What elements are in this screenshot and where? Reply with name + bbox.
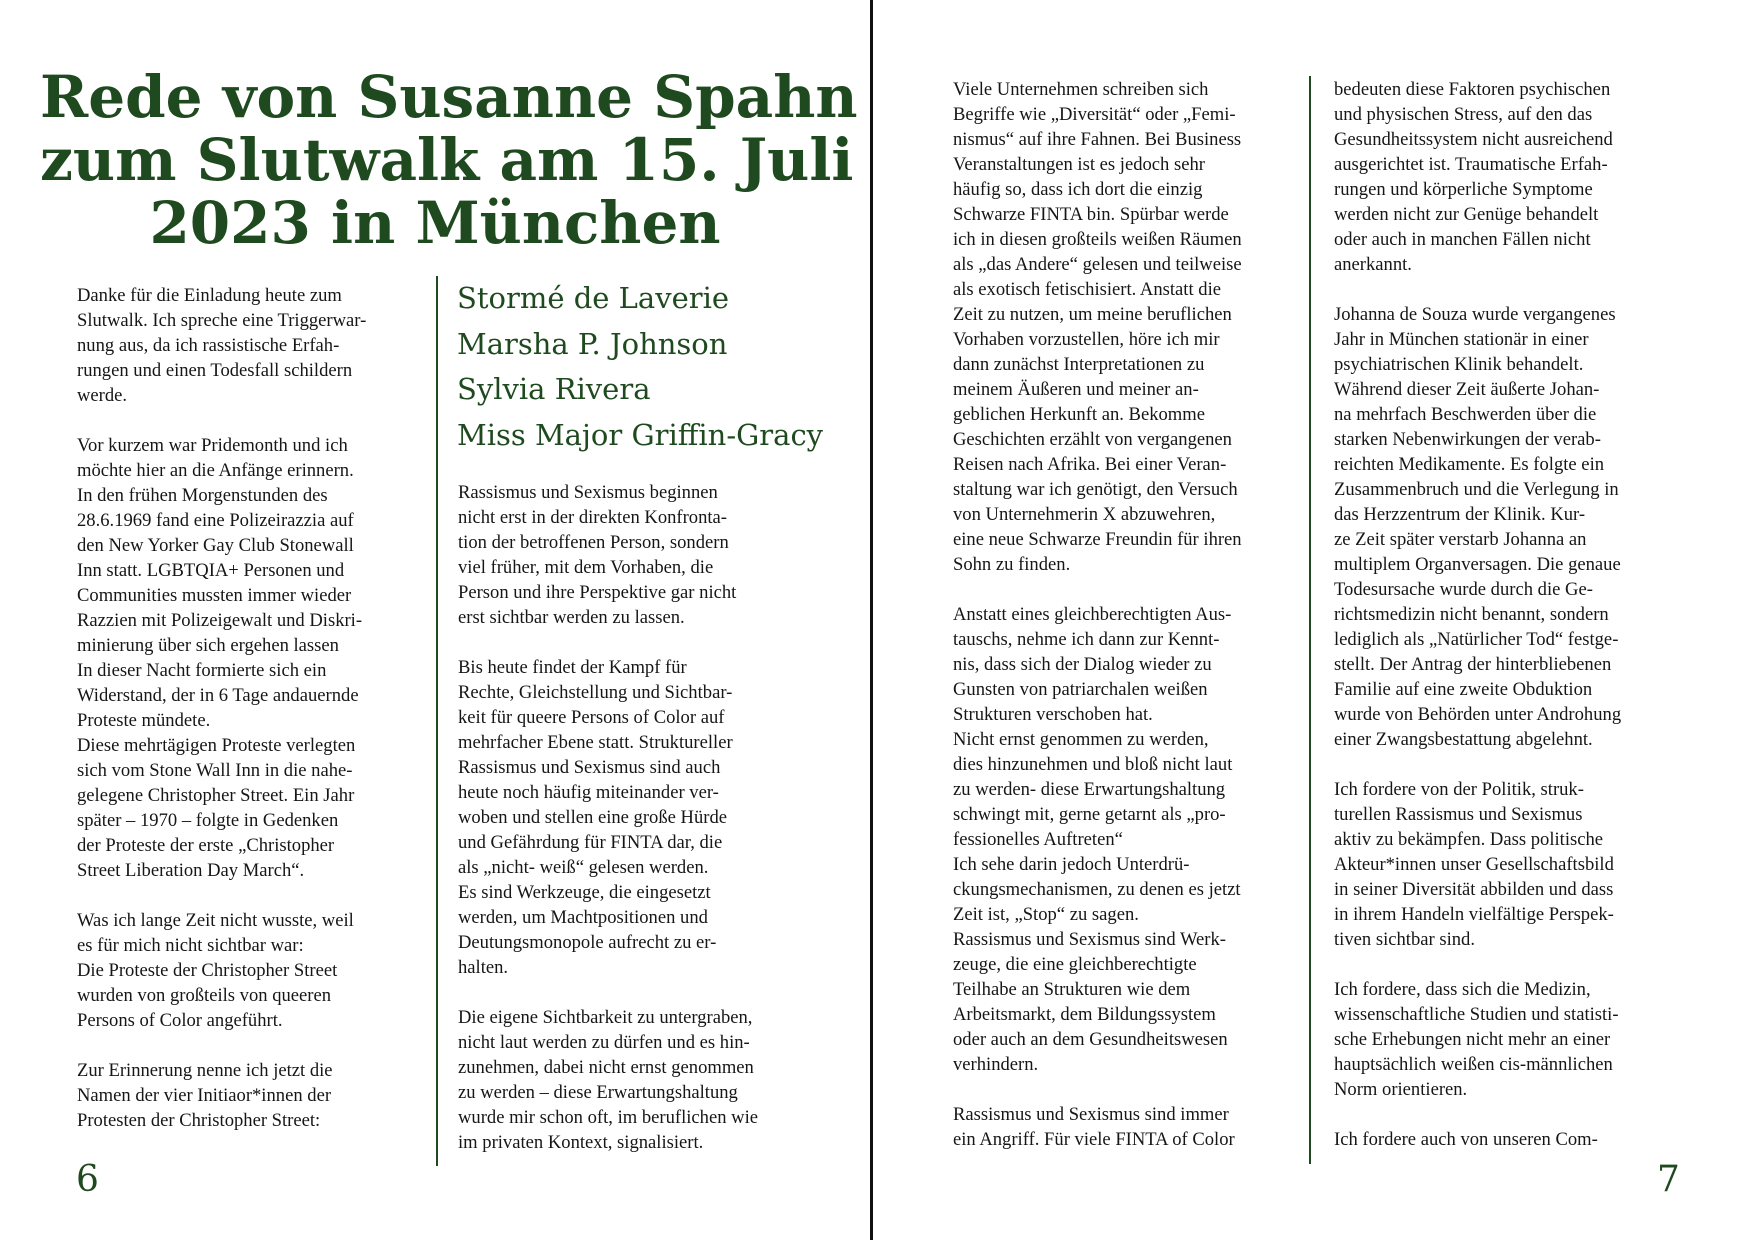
text-line: und Gefährdung für FINTA dar, die bbox=[458, 832, 723, 853]
text-line: Zur Erinnerung nenne ich jetzt die bbox=[77, 1060, 333, 1081]
text-line: sich vom Stone Wall Inn in die nahe- bbox=[77, 760, 353, 781]
text-line: staltung war ich genötigt, den Versuch bbox=[953, 479, 1238, 500]
text-line: Vorhaben vorzustellen, höre ich mir bbox=[953, 329, 1220, 350]
text-line: Norm orientieren. bbox=[1334, 1079, 1468, 1100]
text-line: Persons of Color angeführt. bbox=[77, 1010, 283, 1031]
text-line: zu werden – diese Erwartungshaltung bbox=[458, 1082, 738, 1103]
title-line: Rede von Susanne Spahn bbox=[40, 63, 858, 131]
text-line: Street Liberation Day March“. bbox=[77, 860, 305, 881]
text-line: bedeuten diese Faktoren psychischen bbox=[1334, 79, 1611, 100]
text-line: nung aus, da ich rassistische Erfah- bbox=[77, 335, 340, 356]
text-line: Schwarze FINTA bin. Spürbar werde bbox=[953, 204, 1229, 225]
text-line: Rassismus und Sexismus sind auch bbox=[458, 757, 721, 778]
text-line: Anstatt eines gleichberechtigten Aus- bbox=[953, 604, 1232, 625]
text-line: werden nicht zur Genüge behandelt bbox=[1334, 204, 1599, 225]
text-line: woben und stellen eine große Hürde bbox=[458, 807, 728, 828]
text-line: nismus“ auf ihre Fahnen. Bei Business bbox=[953, 129, 1242, 150]
title-line: zum Slutwalk am 15. Juli bbox=[40, 126, 854, 194]
text-line: den New Yorker Gay Club Stonewall bbox=[77, 535, 354, 556]
text-line: wissenschaftliche Studien und statisti- bbox=[1334, 1004, 1619, 1025]
text-line: nicht erst in der direkten Konfronta- bbox=[458, 507, 728, 528]
page-number: 6 bbox=[76, 1159, 99, 1200]
page-number: 7 bbox=[1657, 1159, 1680, 1200]
text-line: Ich fordere auch von unseren Com- bbox=[1334, 1129, 1598, 1150]
text-line: Communities mussten immer wieder bbox=[77, 585, 352, 606]
text-line: Familie auf eine zweite Obduktion bbox=[1334, 679, 1593, 700]
text-line: In dieser Nacht formierte sich ein bbox=[77, 660, 327, 681]
paragraph bbox=[77, 1058, 422, 1133]
text-line: ze Zeit später verstarb Johanna an bbox=[1334, 529, 1587, 550]
paragraph bbox=[1334, 1127, 1689, 1152]
text-line: wurden von großteils von queeren bbox=[77, 985, 332, 1006]
text-line: Rassismus und Sexismus sind Werk- bbox=[953, 929, 1226, 950]
text-line: dies hinzunehmen und bloß nicht laut bbox=[953, 754, 1233, 775]
text-line: Namen der vier Initiaor*innen der bbox=[77, 1085, 332, 1106]
title-line: 2023 in München bbox=[149, 189, 721, 257]
text-line: tauschs, nehme ich dann zur Kennt- bbox=[953, 629, 1220, 650]
paragraph bbox=[458, 480, 808, 630]
text-line: und physischen Stress, auf den das bbox=[1334, 104, 1593, 125]
text-line: heute noch häufig miteinander ver- bbox=[458, 782, 719, 803]
text-line: in seiner Diversität abbilden und dass bbox=[1334, 879, 1614, 900]
text-line: Die eigene Sichtbarkeit zu untergraben, bbox=[458, 1007, 753, 1028]
text-line: erst sichtbar werden zu lassen. bbox=[458, 607, 685, 628]
text-line: Todesursache wurde durch die Ge- bbox=[1334, 579, 1593, 600]
text-line: Teilhabe an Strukturen wie dem bbox=[953, 979, 1191, 1000]
text-line: Person und ihre Perspektive gar nicht bbox=[458, 582, 737, 603]
text-line: Widerstand, der in 6 Tage andauernde bbox=[77, 685, 359, 706]
text-line: eine neue Schwarze Freundin für ihren bbox=[953, 529, 1242, 550]
paragraph bbox=[77, 433, 422, 883]
text-line: Rechte, Gleichstellung und Sichtbar- bbox=[458, 682, 733, 703]
text-line: Begriffe wie „Diversität“ oder „Femi- bbox=[953, 104, 1236, 125]
paragraph bbox=[1334, 977, 1689, 1102]
text-line: von Unternehmerin X abzuwehren, bbox=[953, 504, 1216, 525]
text-line: lediglich als „Natürlicher Tod“ festge- bbox=[1334, 629, 1619, 650]
text-line: Proteste mündete. bbox=[77, 710, 211, 731]
text-line: Danke für die Einladung heute zum bbox=[77, 285, 342, 306]
text-line: werden, um Machtpositionen und bbox=[458, 907, 708, 928]
text-line: verhindern. bbox=[953, 1054, 1039, 1075]
paragraph bbox=[953, 602, 1298, 1077]
text-line: keit für queere Persons of Color auf bbox=[458, 707, 725, 728]
text-line: Veranstaltungen ist es jedoch sehr bbox=[953, 154, 1205, 175]
name-item: Stormé de Laverie bbox=[457, 281, 730, 315]
text-line: dann zunächst Interpretationen zu bbox=[953, 354, 1205, 375]
text-line: minierung über sich ergehen lassen bbox=[77, 635, 339, 656]
text-line: Slutwalk. Ich spreche eine Triggerwar- bbox=[77, 310, 367, 331]
right-page-column-2 bbox=[1334, 77, 1689, 1152]
text-line: meinem Äußeren und meiner an- bbox=[953, 379, 1199, 400]
text-line: Rassismus und Sexismus beginnen bbox=[458, 482, 718, 503]
text-line: Sohn zu finden. bbox=[953, 554, 1071, 575]
text-line: turellen Rassismus und Sexismus bbox=[1334, 804, 1583, 825]
text-line: Die Proteste der Christopher Street bbox=[77, 960, 338, 981]
text-line: Was ich lange Zeit nicht wusste, weil bbox=[77, 910, 354, 931]
text-line: Diese mehrtägigen Proteste verlegten bbox=[77, 735, 356, 756]
text-line: tion der betroffenen Person, sondern bbox=[458, 532, 729, 553]
name-item: Miss Major Griffin-Gracy bbox=[457, 417, 824, 452]
text-line: werde. bbox=[77, 385, 128, 406]
column-divider bbox=[1309, 76, 1311, 1164]
text-line: geblichen Herkunft an. Bekomme bbox=[953, 404, 1205, 425]
text-line: es für mich nicht sichtbar war: bbox=[77, 935, 304, 956]
paragraph bbox=[77, 908, 422, 1033]
text-line: mehrfacher Ebene statt. Struktureller bbox=[458, 732, 733, 753]
text-line: als „das Andere“ gelesen und teilweise bbox=[953, 254, 1242, 275]
text-line: anerkannt. bbox=[1334, 254, 1412, 275]
text-line: Geschichten erzählt von vergangenen bbox=[953, 429, 1232, 450]
text-line: fessionelles Auftreten“ bbox=[953, 829, 1123, 850]
text-line: rungen und körperliche Symptome bbox=[1334, 179, 1593, 200]
text-line: als „nicht- weiß“ gelesen werden. bbox=[458, 857, 709, 878]
text-line: zunehmen, dabei nicht ernst genommen bbox=[458, 1057, 754, 1078]
text-line: Akteur*innen unser Gesellschaftsbild bbox=[1334, 854, 1614, 875]
right-page bbox=[873, 0, 1748, 1240]
text-line: viel früher, mit dem Vorhaben, die bbox=[458, 557, 714, 578]
initiators-names bbox=[457, 276, 837, 458]
text-line: Johanna de Souza wurde vergangenes bbox=[1334, 304, 1616, 325]
text-line: Zeit ist, „Stop“ zu sagen. bbox=[953, 904, 1139, 925]
text-line: Inn statt. LGBTQIA+ Personen und bbox=[77, 560, 345, 581]
text-line: ckungsmechanismen, zu denen es jetzt bbox=[953, 879, 1241, 900]
text-line: na mehrfach Beschwerden über die bbox=[1334, 404, 1597, 425]
text-line: Ich fordere, dass sich die Medizin, bbox=[1334, 979, 1591, 1000]
text-line: hauptsächlich weißen cis-männlichen bbox=[1334, 1054, 1613, 1075]
text-line: richtsmedizin nicht benannt, sondern bbox=[1334, 604, 1609, 625]
article-title bbox=[40, 63, 858, 257]
text-line: nicht laut werden zu dürfen und es hin- bbox=[458, 1032, 750, 1053]
text-line: tiven sichtbar sind. bbox=[1334, 929, 1475, 950]
text-line: Während dieser Zeit äußerte Johan- bbox=[1334, 379, 1600, 400]
paragraph bbox=[1334, 302, 1689, 752]
text-line: einer Zwangsbestattung abgelehnt. bbox=[1334, 729, 1593, 750]
text-line: starken Nebenwirkungen der verab- bbox=[1334, 429, 1601, 450]
text-line: Gesundheitssystem nicht ausreichend bbox=[1334, 129, 1613, 150]
text-line: häufig so, dass ich dort die einzig bbox=[953, 179, 1203, 200]
text-line: nis, dass sich der Dialog wieder zu bbox=[953, 654, 1212, 675]
text-line: ich in diesen großteils weißen Räumen bbox=[953, 229, 1242, 250]
left-page bbox=[0, 0, 868, 1240]
paragraph bbox=[953, 77, 1298, 577]
text-line: Razzien mit Polizeigewalt und Diskri- bbox=[77, 610, 363, 631]
text-line: Protesten der Christopher Street: bbox=[77, 1110, 321, 1131]
text-line: Zeit zu nutzen, um meine beruflichen bbox=[953, 304, 1232, 325]
text-line: das Herzzentrum der Klinik. Kur- bbox=[1334, 504, 1586, 525]
text-line: sche Erhebungen nicht mehr an einer bbox=[1334, 1029, 1611, 1050]
text-line: rungen und einen Todesfall schildern bbox=[77, 360, 353, 381]
text-line: oder auch in manchen Fällen nicht bbox=[1334, 229, 1591, 250]
column-divider bbox=[436, 276, 438, 1166]
text-line: Zusammenbruch und die Verlegung in bbox=[1334, 479, 1619, 500]
text-line: aktiv zu bekämpfen. Dass politische bbox=[1334, 829, 1604, 850]
text-line: zeuge, die eine gleichberechtigte bbox=[953, 954, 1197, 975]
left-page-column-2 bbox=[458, 480, 808, 1155]
text-line: gelegene Christopher Street. Ein Jahr bbox=[77, 785, 355, 806]
text-line: wurde mir schon oft, im beruflichen wie bbox=[458, 1107, 758, 1128]
text-line: psychiatrischen Klinik behandelt. bbox=[1334, 354, 1584, 375]
text-line: Deutungsmonopole aufrecht zu er- bbox=[458, 932, 717, 953]
name-item: Marsha P. Johnson bbox=[457, 326, 728, 361]
paragraph bbox=[77, 283, 422, 408]
text-line: stellt. Der Antrag der hinterbliebenen bbox=[1334, 654, 1612, 675]
text-line: Rassismus und Sexismus sind immer bbox=[953, 1104, 1229, 1125]
text-line: multiplem Organversagen. Die genaue bbox=[1334, 554, 1621, 575]
paragraph bbox=[953, 1102, 1298, 1152]
paragraph bbox=[1334, 77, 1689, 277]
text-line: Vor kurzem war Pridemonth und ich bbox=[77, 435, 348, 456]
text-line: Jahr in München stationär in einer bbox=[1334, 329, 1589, 350]
text-line: oder auch an dem Gesundheitswesen bbox=[953, 1029, 1228, 1050]
text-line: Arbeitsmarkt, dem Bildungssystem bbox=[953, 1004, 1216, 1025]
text-line: Ich fordere von der Politik, struk- bbox=[1334, 779, 1584, 800]
text-line: der Proteste der erste „Christopher bbox=[77, 835, 335, 856]
name-item: Sylvia Rivera bbox=[457, 372, 651, 406]
text-line: Viele Unternehmen schreiben sich bbox=[953, 79, 1209, 100]
text-line: in ihrem Handeln vielfältige Perspek- bbox=[1334, 904, 1614, 925]
right-page-column-1 bbox=[953, 77, 1298, 1152]
paragraph bbox=[1334, 777, 1689, 952]
text-line: Nicht ernst genommen zu werden, bbox=[953, 729, 1209, 750]
text-line: Reisen nach Afrika. Bei einer Veran- bbox=[953, 454, 1227, 475]
text-line: Gunsten von patriarchalen weißen bbox=[953, 679, 1208, 700]
text-line: Ich sehe darin jedoch Unterdrü- bbox=[953, 854, 1190, 875]
text-line: schwingt mit, gerne getarnt als „pro- bbox=[953, 804, 1226, 825]
left-page-column-1 bbox=[77, 283, 422, 1133]
text-line: möchte hier an die Anfänge erinnern. bbox=[77, 460, 354, 481]
text-line: Bis heute findet der Kampf für bbox=[458, 657, 687, 678]
text-line: im privaten Kontext, signalisiert. bbox=[458, 1132, 704, 1153]
paragraph bbox=[458, 655, 808, 980]
text-line: ein Angriff. Für viele FINTA of Color bbox=[953, 1129, 1235, 1150]
text-line: wurde von Behörden unter Androhung bbox=[1334, 704, 1622, 725]
text-line: 28.6.1969 fand eine Polizeirazzia auf bbox=[77, 510, 354, 531]
text-line: ausgerichtet ist. Traumatische Erfah- bbox=[1334, 154, 1608, 175]
text-line: später – 1970 – folgte in Gedenken bbox=[77, 810, 339, 831]
text-line: reichten Medikamente. Es folgte ein bbox=[1334, 454, 1605, 475]
paragraph bbox=[458, 1005, 808, 1155]
text-line: Strukturen verschoben hat. bbox=[953, 704, 1153, 725]
text-line: zu werden- diese Erwartungshaltung bbox=[953, 779, 1226, 800]
text-line: als exotisch fetischisiert. Anstatt die bbox=[953, 279, 1222, 300]
text-line: Es sind Werkzeuge, die eingesetzt bbox=[458, 882, 711, 903]
text-line: halten. bbox=[458, 957, 509, 978]
text-line: In den frühen Morgenstunden des bbox=[77, 485, 328, 506]
